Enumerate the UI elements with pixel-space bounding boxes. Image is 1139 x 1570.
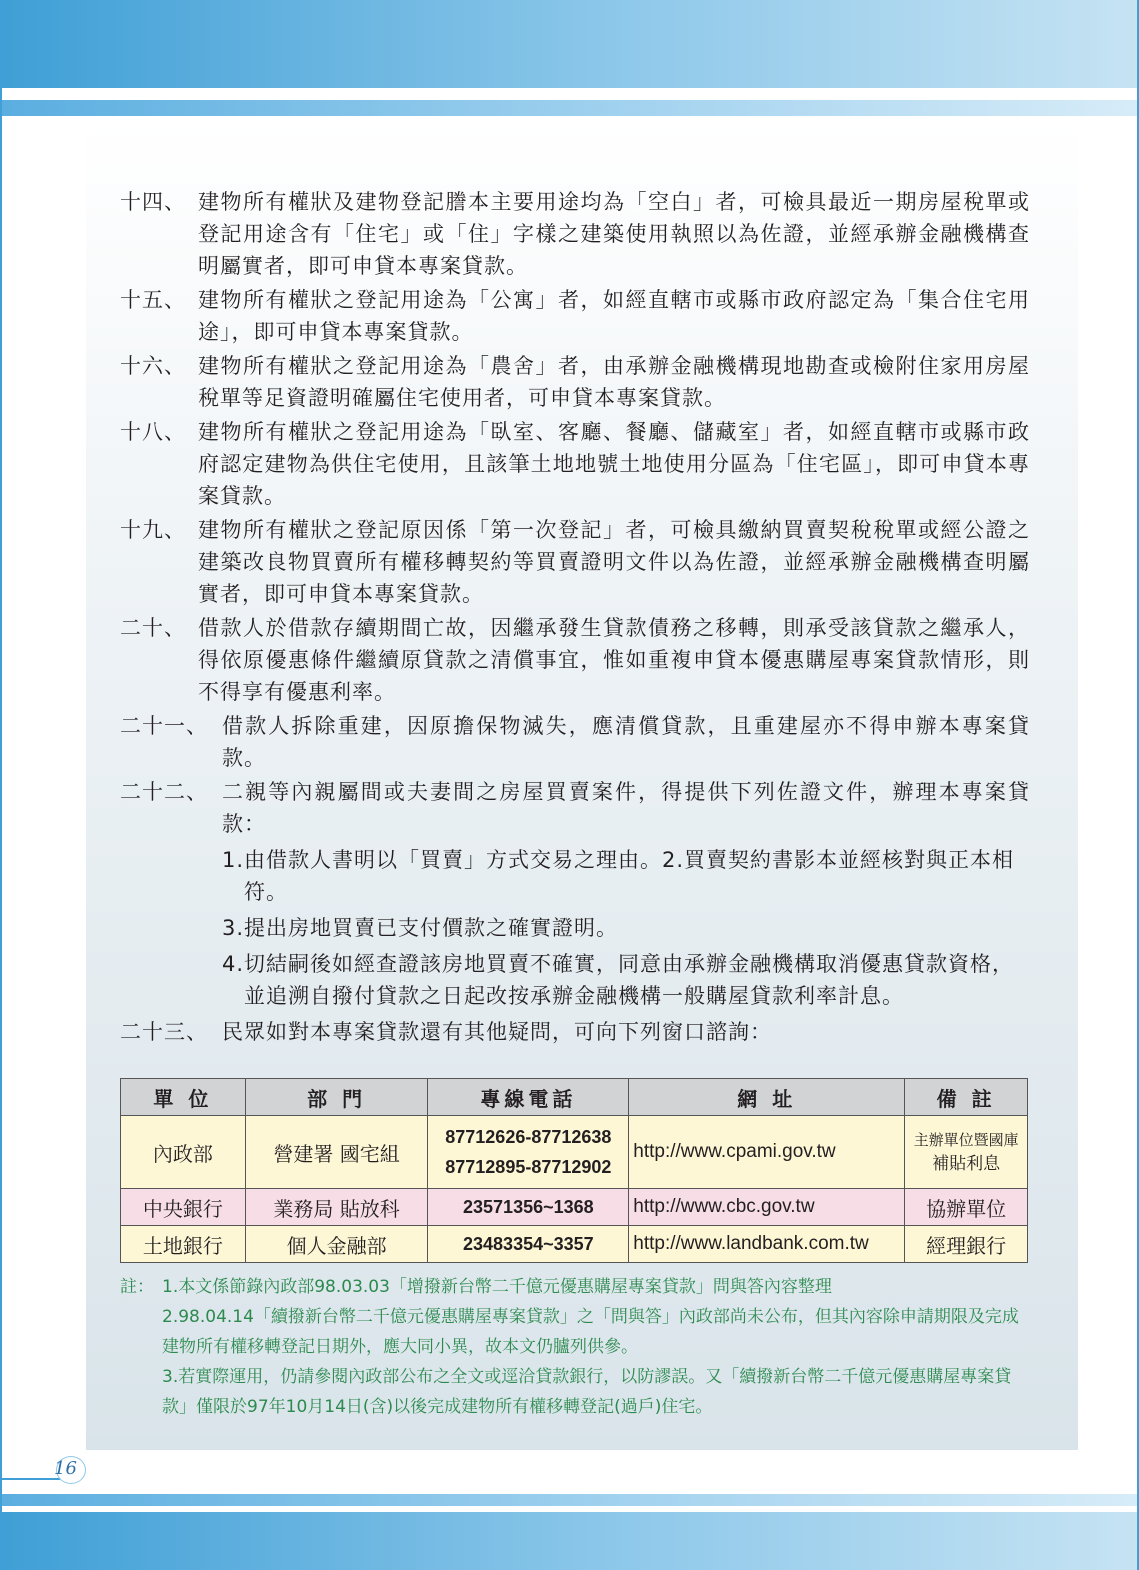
table-row	[121, 1226, 1028, 1263]
item-number: 二十二、	[120, 780, 208, 804]
item-text: 建物所有權狀之登記用途為「農舍」者，由承辦金融機構現地勘查或檢附住家用房屋稅單等足資證明確屬住宅使用者，可申貸本專案貸款。	[198, 354, 1030, 410]
sub-item-number: 1.	[222, 848, 245, 872]
bottom-decorative-stripe	[0, 1494, 1139, 1506]
header-dept: 部 門	[245, 1079, 428, 1116]
top-decorative-band	[0, 0, 1139, 88]
footnotes	[120, 1272, 1030, 1422]
footnote-text: 3.若實際運用，仍請參閱內政部公布之全文或逕洽貸款銀行，以防謬誤。又「續撥新台幣二千億元優惠購屋專案貸款」僅限於97年10月14日(含)以後完成建物所有權移轉登記(過戶)住宅。	[162, 1367, 1012, 1417]
footnote-3	[120, 1362, 1030, 1422]
sub-item-number: 4.	[222, 952, 245, 976]
item-text: 建物所有權狀之登記用途為「公寓」者，如經直轄市或縣市政府認定為「集合住宅用途」，即可申貸本專案貸款。	[198, 288, 1030, 344]
item-number: 二十一、	[120, 714, 208, 738]
faq-item-15	[120, 284, 1030, 348]
faq-item-18	[120, 416, 1030, 512]
phone-line: 87712895-87712902	[445, 1157, 612, 1177]
cell-phone: 23483354~3357	[428, 1226, 629, 1263]
sub-item-text: 提出房地買賣已支付價款之確實證明。	[244, 916, 618, 940]
cell-note	[905, 1116, 1028, 1189]
note-line: 補貼利息	[932, 1154, 1001, 1174]
item-text: 借款人於借款存續期間亡故，因繼承發生貸款債務之移轉，則承受該貸款之繼承人，得依原優惠條件繼續原貸款之清償事宜，惟如重複申貸本優惠購屋專案貸款情形，則不得享有優惠利率。	[198, 616, 1030, 704]
item-number: 十八、	[120, 420, 186, 444]
cell-unit: 土地銀行	[121, 1226, 246, 1263]
item-number: 二十三、	[120, 1020, 208, 1044]
cell-dept: 營建署 國宅組	[245, 1116, 428, 1189]
cell-dept: 業務局 貼放科	[245, 1189, 428, 1226]
faq-item-20	[120, 612, 1030, 708]
cell-dept: 個人金融部	[245, 1226, 428, 1263]
item-text: 建物所有權狀及建物登記謄本主要用途均為「空白」者，可檢具最近一期房屋稅單或登記用途含有「住宅」或「住」字樣之建築使用執照以為佐證，並經承辦金融機構查明屬實者，即可申貸本專案貸款。	[198, 190, 1030, 278]
cell-unit: 中央銀行	[121, 1189, 246, 1226]
sub-item-3	[120, 912, 1030, 944]
footnote-text: 1.本文係節錄內政部98.03.03「增撥新台幣二千億元優惠購屋專案貸款」問與答內容整理	[162, 1277, 832, 1297]
cell-unit: 內政部	[121, 1116, 246, 1189]
faq-item-22	[120, 776, 1030, 840]
item-number: 十六、	[120, 354, 186, 378]
cell-url-link[interactable]: http://www.landbank.com.tw	[629, 1226, 905, 1263]
footnote-2	[120, 1302, 1030, 1362]
sub-item-text: 由借款人書明以「買賣」方式交易之理由。2.買賣契約書影本並經核對與正本相符。	[244, 848, 1015, 904]
cell-note: 協辦單位	[905, 1189, 1028, 1226]
item-text: 二親等內親屬間或夫妻間之房屋買賣案件，得提供下列佐證文件，辦理本專案貸款：	[222, 780, 1030, 836]
header-note: 備 註	[905, 1079, 1028, 1116]
cell-phone: 23571356~1368	[428, 1189, 629, 1226]
header-unit: 單 位	[121, 1079, 246, 1116]
faq-item-23	[120, 1016, 1030, 1048]
faq-item-21	[120, 710, 1030, 774]
item-number: 十九、	[120, 518, 186, 542]
contact-table	[120, 1078, 1028, 1263]
cell-note: 經理銀行	[905, 1226, 1028, 1263]
footnote-1	[120, 1272, 1030, 1302]
footnote-text: 2.98.04.14「續撥新台幣二千億元優惠購屋專案貸款」之「問與答」內政部尚未公布，但其內容除申請期限及完成建物所有權移轉登記日期外，應大同小異，故本文仍臚列供參。	[162, 1307, 1019, 1357]
item-text: 借款人拆除重建，因原擔保物滅失，應清償貸款，且重建屋亦不得申辦本專案貸款。	[222, 714, 1030, 770]
cell-url-link[interactable]: http://www.cpami.gov.tw	[629, 1116, 905, 1189]
item-number: 十四、	[120, 190, 186, 214]
note-line: 主辦單位暨國庫	[913, 1131, 1019, 1149]
sub-item-text: 切結嗣後如經查證該房地買賣不確實，同意由承辦金融機構取消優惠貸款資格，並追溯自撥付貸款之日起改按承辦金融機構一般購屋貸款利率計息。	[244, 952, 1014, 1008]
item-number: 十五、	[120, 288, 186, 312]
header-url: 網 址	[629, 1079, 905, 1116]
faq-item-16	[120, 350, 1030, 414]
faq-list	[120, 186, 1030, 1048]
faq-item-19	[120, 514, 1030, 610]
top-decorative-stripe	[0, 100, 1139, 116]
cell-phone	[428, 1116, 629, 1189]
item-number: 二十、	[120, 616, 186, 640]
page-number-rule	[0, 1478, 60, 1480]
footnote-lead: 註：	[120, 1277, 154, 1297]
sub-item-4	[120, 948, 1030, 1012]
item-text: 建物所有權狀之登記原因係「第一次登記」者，可檢具繳納買賣契稅稅單或經公證之建築改良物買賣所有權移轉契約等買賣證明文件以為佐證，並經承辦金融機構查明屬實者，即可申貸本專案貸款。	[198, 518, 1030, 606]
sub-item-number: 3.	[222, 916, 245, 940]
item-text: 民眾如對本專案貸款還有其他疑問，可向下列窗口諮詢：	[222, 1020, 772, 1044]
page-number: 16	[54, 1458, 77, 1479]
sub-item-1	[120, 844, 1030, 908]
table-header-row	[121, 1079, 1028, 1116]
table-row	[121, 1189, 1028, 1226]
cell-url-link[interactable]: http://www.cbc.gov.tw	[629, 1189, 905, 1226]
header-phone: 專線電話	[428, 1079, 629, 1116]
table-row	[121, 1116, 1028, 1189]
left-border	[0, 0, 2, 1570]
faq-item-14	[120, 186, 1030, 282]
bottom-decorative-band	[0, 1512, 1139, 1570]
phone-line: 87712626-87712638	[445, 1127, 612, 1147]
item-text: 建物所有權狀之登記用途為「臥室、客廳、餐廳、儲藏室」者，如經直轄市或縣市政府認定建物為供住宅使用，且該筆土地地號土地使用分區為「住宅區」，即可申貸本專案貸款。	[198, 420, 1030, 508]
